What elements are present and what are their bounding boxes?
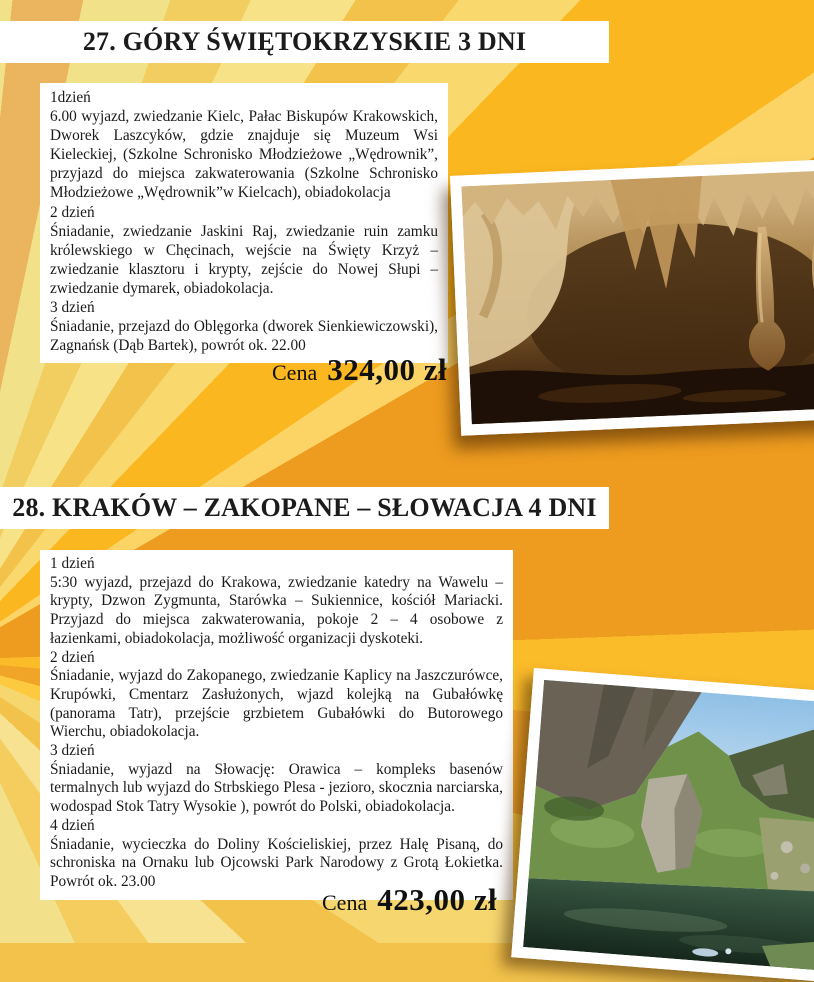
section-27-price (272, 352, 447, 388)
section-28-itinerary-box (40, 550, 513, 900)
day-text: Śniadanie, wycieczka do Doliny Kościeliskiej, przez Halę Pisaną, do schroniska na Ornaku lub Ojcowski Park Narodowy z Grotą Łokietka. Powrót ok. 23.00 (50, 835, 503, 890)
day-label: 1dzień (50, 89, 91, 106)
day-text: Śniadanie, wyjazd do Zakopanego, zwiedzanie Kaplicy na Jaszczurówce, Krupówki, Cmentarz Zasłużonych, wjazd kolejką na Gubałówkę (panorama Tatr), przejście grzbietem Gubałówki do Butorowego Wierchu, obiadokolacja. (50, 667, 503, 741)
price-amount: 423,00 zł (377, 882, 498, 917)
price-amount: 324,00 zł (327, 352, 448, 387)
section-27-title-band (0, 21, 609, 63)
day-label: 1 dzień (50, 555, 95, 572)
day-label: 3 dzień (50, 299, 95, 317)
cave-photo-image (461, 170, 814, 424)
section-28-title: 28. KRAKÓW – ZAKOPANE – SŁOWACJA 4 DNI (12, 493, 597, 522)
day-text: Śniadanie, wyjazd na Słowację: Orawica – kompleks basenów termalnych lub wyjazd do Strbskiego Plesa - jezioro, skocznia narciarska, wodospad Stok Tatry Wysokie ), powrót do Polski, obiadokolacja. (50, 760, 503, 816)
day-label: 3 dzień (50, 742, 95, 760)
mountain-lake-photo (511, 668, 814, 982)
day-label: 4 dzień (50, 816, 95, 834)
day-label: 2 dzień (50, 648, 95, 666)
day-text: 5:30 wyjazd, przejazd do Krakowa, zwiedzanie katedry na Wawelu – krypty, Dzwon Zygmunta, Starówka – Sukiennice, kościół Mariacki. Przyjazd do miejsca zakwaterowania, pokoje 2 – 4 osobowe z łazienkami, obiadokolacja, możliwość organizacji dyskoteki. (50, 573, 503, 647)
section-28-price (322, 882, 497, 918)
day-text: 6.00 wyjazd, zwiedzanie Kielc, Pałac Biskupów Krakowskich, Dworek Laszcyków, gdzie znajduje się Muzeum Wsi Kieleckiej, (Szkolne Schronisko Młodzieżowe „Wędrownik”, przyjazd do miejsca zakwaterowania (Szkolne Schronisko Młodzieżowe „Wędrownik”w Kielcach), obiadokolacja (50, 108, 438, 202)
price-label: Cena (272, 360, 318, 385)
day-text: Śniadanie, przejazd do Oblęgorka (dworek Sienkiewiczowski), Zagnańsk (Dąb Bartek), powrót ok. 22.00 (50, 318, 438, 355)
day-text: Śniadanie, zwiedzanie Jaskini Raj, zwiedzanie ruin zamku królewskiego w Chęcinach, wejście na Święty Krzyż – zwiedzanie klasztoru i krypty, zejście do Nowej Słupi – zwiedzanie dymarek, obiadokolacja. (50, 222, 438, 297)
cave-photo (450, 159, 814, 436)
section-27-itinerary-box (40, 83, 448, 363)
mountain-lake-photo-image (523, 680, 814, 971)
section-28-title-band (0, 487, 609, 529)
price-label: Cena (322, 890, 368, 915)
section-27-title: 27. GÓRY ŚWIĘTOKRZYSKIE 3 DNI (82, 27, 527, 56)
day-label: 2 dzień (50, 203, 95, 221)
